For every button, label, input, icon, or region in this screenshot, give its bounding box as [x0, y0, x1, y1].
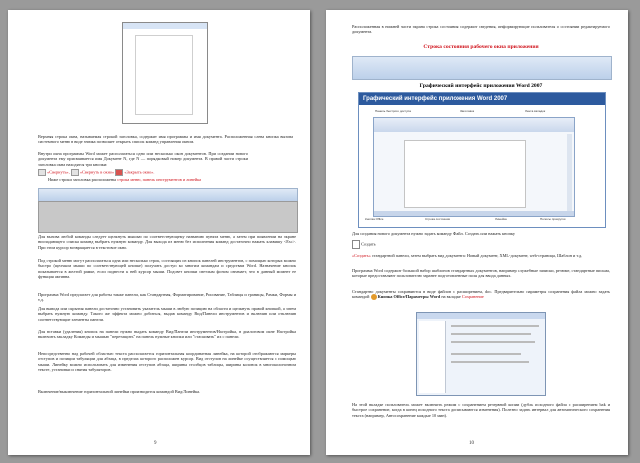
collapse-button-label: «Свернуть», — [47, 169, 70, 175]
paragraph-toolbars: Под строкой меню могут располагаться одна или несколько строк, состоящих из кнопок панелей инструментов, с помощью которых можно быстро (щелчком мыши по соответствующей кнопке) получить доступ ко многим командам и средствам Word. Назначение кнопок показывается в желтой рамке, если подвести к ней курсор мыши. Подсвет кнопки светлым фоном означает, что в данный момент ее функция активна. — [38, 258, 296, 280]
restore-icon — [71, 169, 79, 176]
label-ribbon: Лента вкладок — [525, 109, 546, 113]
diagram-app-window — [373, 117, 575, 217]
window-buttons-line — [38, 169, 293, 176]
document-page-right — [326, 10, 628, 455]
paragraph-save: Стандартно документы сохраняются в виде файлов с расширением, doc. Предварительно параметры сохранения файла можно задать командой Кнопка Office/Параметры Word на вкладке Сохранение — [352, 289, 610, 300]
caption-menu-toolbar — [48, 177, 298, 182]
diagram-title: Графический интерфейс приложения Word 2007 — [359, 93, 605, 105]
paragraph-ruler-toggle: Включение/выключение горизонтальной линейки производится командой Вид/Линейка. — [38, 389, 201, 394]
paragraph-word-panels: Программа Word предлагает для работы также панели, как Стандартная, Форматирование, Рисование, Таблицы и границы, Рамки, Формы и т.д. — [38, 292, 296, 303]
word-2007-interface-diagram — [358, 92, 606, 228]
label-ruler: Линейка — [495, 217, 507, 221]
restore-button-label: «Свернуть в окно» — [79, 169, 115, 175]
status-bar-screenshot — [352, 56, 612, 80]
page-number: 10 — [469, 441, 474, 446]
create-red: «Создать» — [352, 253, 371, 258]
gui-heading: Графический интерфейс приложения Word 2007 — [419, 83, 543, 89]
menu-toolbar-screenshot — [38, 188, 298, 202]
label-office-button: Кнопка Office — [365, 217, 384, 221]
word-options-dialog-screenshot — [416, 312, 546, 396]
diagram-document-area — [404, 140, 526, 208]
caption-red-text: строка меню, панель инструментов и линейка — [117, 177, 202, 182]
paragraph-backup: На этой вкладке пользователь может включить режим с сохранением резервной копии (дубль исходного файла с расширением bak и быстрое сохранение, когда в конец исходного текста дописываются изменения). Полезно задать интервал для автоматического сохранения текста (например, Автосохранение каждые 10 мин). — [352, 402, 610, 418]
paragraph-ruler: Непосредственно над рабочей областью текста располагается горизонтальная координатная линейка, на которой отображаются маркеры отступов и позиции табуляции для абзаца, в пределах которого расположен курсор. Вид отступов на линейке осуществляется с помощью мыши. Линейку можно использовать для изменения отступов абзаца, ширины столбцов таблицы, ширины колонок в многоколоночном тексте, установки и снятия табуляторов. — [38, 351, 296, 373]
ruler-screenshot — [38, 201, 298, 233]
paragraph-menu-commands: Для вызова любой команды следует щелкнуть мышью по соответствующему названию пункта меню, а затем при появлении на экране ниспадающего списка команд выбрать нужную команду. Для выхода из меню без исполнения команд достаточно нажать клавишу <Esc>. При этом курсор возвращается в текстовое окно. — [38, 234, 296, 250]
paragraph-panel-visibility: Для вывода или скрытия панели достаточно установить указатель мыши в любую позицию на области и щелкнуть правой кнопкой, а затем выбрать нужную команду. Такого же эффекта можно добиться, выдав команду Вид/Панели инструментов и включив или отключив соответствующие элементы панели. — [38, 306, 296, 322]
paragraph-create-types: «Создать» стандартной панели, затем выбрать вид документа: Новый документ, XML-документ, web-страница, Шаблон и т.д. — [352, 253, 583, 258]
dialog-sidebar — [419, 321, 446, 393]
caption-prefix: Ниже строки заголовка расположены — [48, 177, 118, 182]
close-icon — [115, 169, 123, 176]
page-number: 9 — [154, 441, 157, 446]
paragraph-insert-buttons: Для вставки (удаления) кнопок на панели нужно выдать команду Вид/Панели инструментов/Настройка, в диалоговом окне Настройка включить закладку Команды и мышью "перетащить" на панель нужные кнопки или "стаскивать" их с панели. — [38, 329, 296, 340]
diagram-scrollbar — [567, 134, 572, 212]
status-bar-heading: Строка состояния рабочего окна приложения — [423, 44, 539, 50]
diagram-ribbon — [374, 118, 574, 132]
paragraph-status-bar: Расположенная в нижней части экрана строка состояния содержит сведения, информирующие пользователя о состоянии редактируемого документа. — [352, 24, 610, 35]
paragraph-templates: Программа Word содержит большой набор шаблонов стандартных документов, например служебные записки, резюме, стандартные письма, которые предоставляют пользователю заранее подготовленные поля для ввода данных. — [352, 268, 610, 279]
office-button-icon — [371, 294, 377, 300]
label-status-bar: Строка состояния — [425, 217, 451, 221]
paragraph-document-windows: Внутри окна программы Word может располагаться одно или несколько окон документов. При создании нового документа ему присваивается имя Документ N, где N — порядковый номер документа. В правой части строки заголовка окна находятся три кнопки: — [38, 151, 248, 167]
window-title-bar — [123, 23, 207, 29]
new-document-icon — [352, 240, 360, 249]
label-title: Заголовок — [460, 109, 475, 113]
blank-document-sheet — [135, 35, 193, 115]
diagram-status-bar — [374, 211, 574, 216]
document-page-left — [8, 10, 310, 455]
label-quick-access: Панель быстрого доступа — [375, 109, 411, 113]
save-tab-red: Сохранение — [461, 294, 484, 300]
close-button-label: «Закрыть окно». — [124, 169, 155, 175]
minimize-icon — [38, 169, 46, 176]
paragraph-title-bar: Верхняя строка окна, называемая строкой заголовка, содержит имя программы и имя документа. Расположенная слева кнопка вызова системного меню в виде значка позволяет открыть список команд управления окном. — [38, 134, 293, 145]
create-button-caption: Создать — [352, 240, 392, 249]
word-window-screenshot — [122, 22, 208, 124]
label-scrollbars: Полосы прокрутки — [540, 217, 566, 221]
paragraph-new-document: Для создания нового документа нужно задать команду Файл. Создать или нажать кнопку — [352, 231, 516, 236]
dialog-title-bar — [417, 313, 545, 319]
